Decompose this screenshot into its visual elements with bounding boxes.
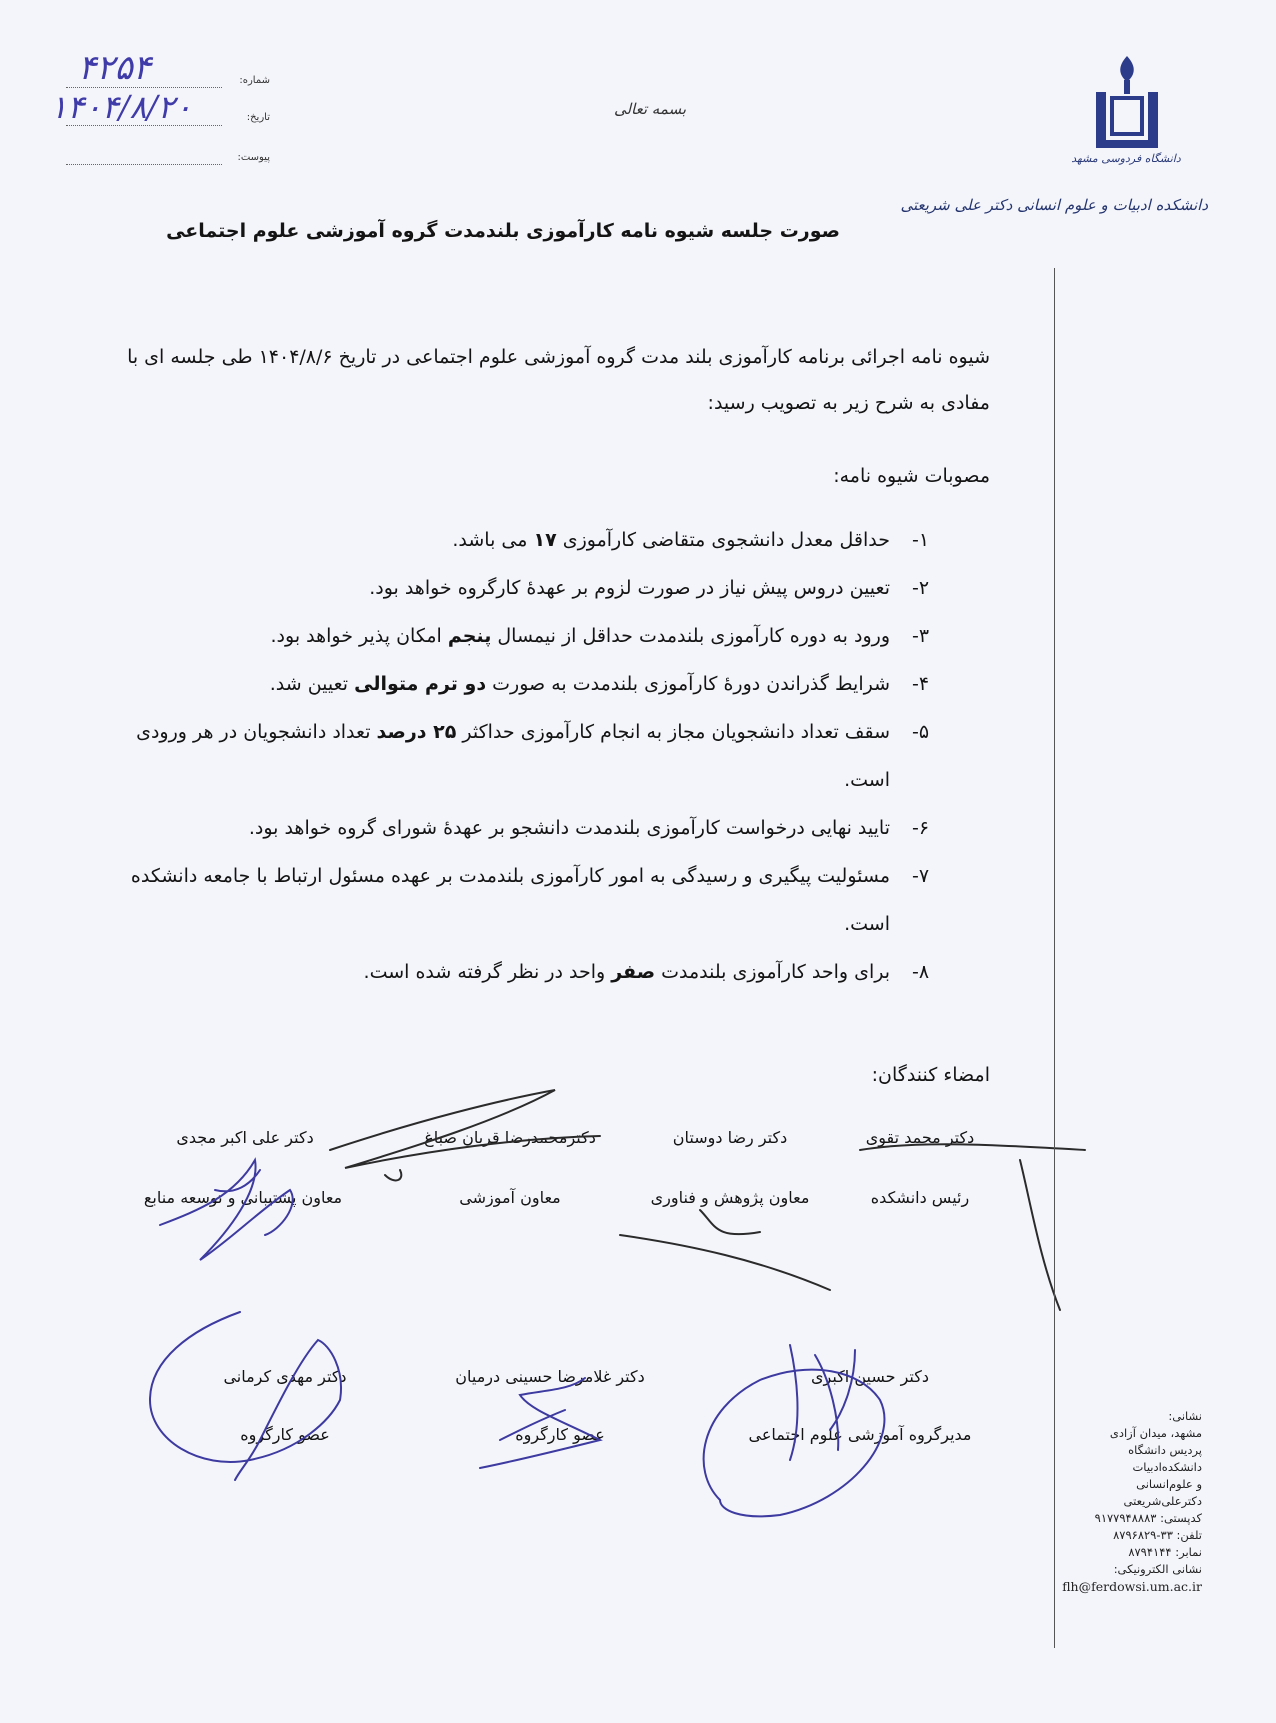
signatory-name-member1: دکتر غلامرضا حسینی درمیان xyxy=(455,1367,645,1386)
item-text-end: تعیین شد. xyxy=(269,673,355,695)
signatory-name-support: دکتر علی اکبر مجدی xyxy=(176,1128,314,1147)
address-label: نشانی: xyxy=(1168,1409,1202,1423)
signatory-role-member2: عضو کارگروه xyxy=(240,1425,330,1444)
item-number: ۷- xyxy=(912,865,930,887)
signature-education-icon xyxy=(330,1090,600,1180)
item-number: ۴- xyxy=(912,673,930,695)
item-text: حداقل معدل دانشجوی متقاضی کارآموزی xyxy=(556,529,890,551)
item-text: سقف تعداد دانشجویان مجاز به انجام کارآموزی حداکثر xyxy=(456,721,890,743)
invocation: بسمه تعالی xyxy=(613,100,687,118)
date-value: ۱۴۰۴/۸/۲۰ xyxy=(50,88,192,126)
item-number: ۶- xyxy=(912,817,930,839)
item-text: تایید نهایی درخواست کارآموزی بلندمدت دانشجو بر عهدهٔ شورای گروه خواهد بود. xyxy=(248,817,890,839)
item-number: ۱- xyxy=(912,529,930,551)
signature-head-icon xyxy=(704,1345,885,1516)
item-text: شرایط گذراندن دورهٔ کارآموزی بلندمدت به صورت xyxy=(486,673,890,695)
signatory-role-education: معاون آموزشی xyxy=(459,1188,561,1207)
intro-paragraph: شیوه نامه اجرائی برنامه کارآموزی بلند مدت گروه آموزشی علوم اجتماعی در تاریخ ۱۴۰۴/۸/۶ طی جلسه ای با مفادی به شرح زیر به تصویب رسید: xyxy=(127,346,990,414)
signatory-name-member2: دکتر مهدی کرمانی xyxy=(223,1367,347,1386)
postal-code: کدپستی: ۹۱۷۷۹۴۸۸۸۳ xyxy=(1094,1511,1202,1525)
signatories-heading: امضاء کنندگان: xyxy=(871,1064,990,1086)
item-text: ورود به دوره کارآموزی بلندمدت حداقل از نیمسال xyxy=(491,625,890,647)
item-number: ۲- xyxy=(912,577,930,599)
email-link[interactable]: flh@ferdowsi.um.ac.ir xyxy=(1062,1579,1202,1594)
signatory-role-dean: رئیس دانشکده xyxy=(870,1188,970,1207)
number-label: شماره: xyxy=(239,75,270,86)
item-text-end: تعداد دانشجویان در هر ورودی است. xyxy=(136,721,890,791)
resolutions-heading: مصوبات شیوه نامه: xyxy=(833,465,990,487)
fax: نمابر: ۸۷۹۴۱۴۴ xyxy=(1128,1545,1202,1559)
item-number: ۸- xyxy=(912,961,930,983)
signatory-name-education: دکترمحمدرضا قربان صباغ xyxy=(424,1128,596,1147)
item-text: مسئولیت پیگیری و رسیدگی به امور کارآموزی بلندمدت بر عهده مسئول ارتباط با جامعه دانشکده است. xyxy=(130,865,890,935)
signature-dean-icon xyxy=(860,1144,1085,1310)
margin-divider xyxy=(1054,268,1055,1648)
item-bold: ۱۷ xyxy=(533,529,557,551)
item-number: ۳- xyxy=(912,625,930,647)
signatory-role-support: معاون پشتیبانی و توسعه منابع xyxy=(143,1188,343,1207)
address-line-3: دانشکده‌ادبیات xyxy=(1132,1460,1202,1474)
number-value: ۴۲۵۴ xyxy=(78,48,152,88)
item-text-end: واحد در نظر گرفته شده است. xyxy=(363,961,612,983)
item-text-end: می باشد. xyxy=(452,529,534,551)
item-bold: دو ترم متوالی xyxy=(354,673,487,695)
logo-caption: دانشگاه فردوسی مشهد xyxy=(1071,152,1181,165)
signature-research-icon xyxy=(620,1210,830,1290)
date-label: تاریخ: xyxy=(246,112,270,123)
address-block xyxy=(1056,1408,1202,1595)
item-text: تعیین دروس پیش نیاز در صورت لزوم بر عهدهٔ کارگروه خواهد بود. xyxy=(369,577,890,599)
email-label: نشانی الکترونیکی: xyxy=(1113,1562,1202,1576)
signature-support-icon xyxy=(160,1160,293,1260)
attachment-label: پیوست: xyxy=(237,152,270,163)
signatory-name-research: دکتر رضا دوستان xyxy=(672,1128,788,1147)
item-number: ۵- xyxy=(912,721,930,743)
item-text: برای واحد کارآموزی بلندمدت xyxy=(655,961,890,983)
signatory-role-member1: عضو کارگروه xyxy=(515,1425,605,1444)
address-line-2: پردیس دانشگاه xyxy=(1128,1443,1202,1457)
address-line-5: دکترعلی‌شریعتی xyxy=(1123,1494,1202,1508)
signatory-name-dean: دکتر محمد تقوی xyxy=(865,1128,975,1147)
signatory-role-research: معاون پژوهش و فناوری xyxy=(650,1188,810,1207)
signature-member2-icon xyxy=(150,1312,341,1480)
item-text-end: امکان پذیر خواهد بود. xyxy=(270,625,448,647)
signature-member1-icon xyxy=(480,1378,600,1468)
address-line-1: مشهد، میدان آزادی xyxy=(1109,1426,1202,1440)
signatory-name-head: دکتر حسین اکبری xyxy=(811,1367,929,1386)
phone: تلفن: ۳۳-۸۷۹۶۸۲۹ xyxy=(1113,1528,1202,1542)
address-line-4: و علوم‌انسانی xyxy=(1136,1477,1202,1491)
item-bold: صفر xyxy=(611,961,656,983)
signatory-role-head: مدیرگروه آموزشی علوم اجتماعی xyxy=(748,1425,972,1444)
page-title: صورت جلسه شیوه نامه کارآموزی بلندمدت گروه آموزشی علوم اجتماعی xyxy=(166,220,840,242)
item-bold: پنجم xyxy=(447,625,492,647)
faculty-name: دانشکده ادبیات و علوم انسانی دکتر علی شریعتی xyxy=(900,196,1208,214)
item-bold: ۲۵ درصد xyxy=(376,721,457,743)
